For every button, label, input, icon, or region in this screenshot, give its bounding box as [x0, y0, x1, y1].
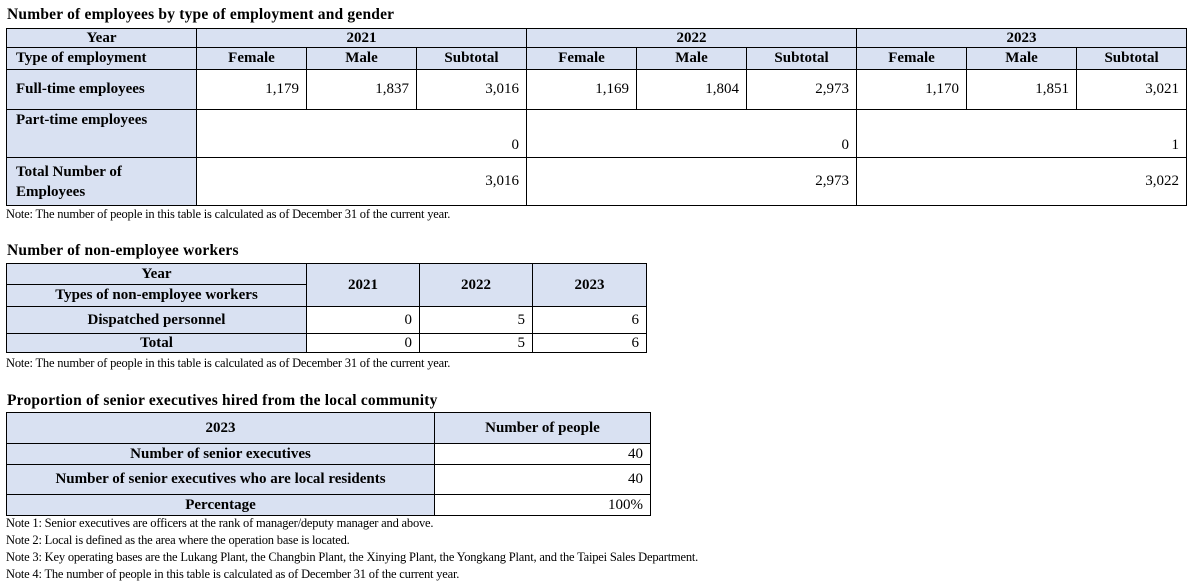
- cell-value: 0: [307, 307, 420, 334]
- year-header: Year: [7, 264, 307, 285]
- type-header: Type of employment: [7, 48, 197, 70]
- col-male: Male: [637, 48, 747, 70]
- cell-value: 1,837: [307, 70, 417, 110]
- year-2023-header: 2023: [533, 264, 647, 307]
- year-2022-header: 2022: [420, 264, 533, 307]
- year-header: Year: [7, 29, 197, 48]
- table-row: [7, 110, 1187, 158]
- cell-value: 3,016: [197, 158, 527, 206]
- cell-value: 3,016: [417, 70, 527, 110]
- cell-value: 2,973: [747, 70, 857, 110]
- table1-title: Number of employees by type of employment and gender: [7, 6, 395, 23]
- cell-value: 5: [420, 334, 533, 353]
- table2-title: Number of non-employee workers: [7, 242, 239, 259]
- table3-note-2: Note 2: Local is defined as the area where the operation base is located.: [6, 533, 350, 547]
- table-row: [7, 334, 647, 353]
- cell-value: 1,170: [857, 70, 967, 110]
- cell-value: 40: [435, 444, 651, 465]
- row-label-percentage: Percentage: [7, 495, 435, 516]
- table-row: [7, 495, 651, 516]
- table-row: [7, 70, 1187, 110]
- cell-value: 0: [307, 334, 420, 353]
- col-subtotal: Subtotal: [1077, 48, 1187, 70]
- row-label-senior-executives: Number of senior executives: [7, 444, 435, 465]
- cell-value: 3,022: [857, 158, 1187, 206]
- year-2022-header: 2022: [527, 29, 857, 48]
- table3-note-1: Note 1: Senior executives are officers at the rank of manager/deputy manager and above.: [6, 516, 434, 530]
- table3-title: Proportion of senior executives hired from the local community: [7, 392, 438, 409]
- table-row: [7, 444, 651, 465]
- row-label-full-time: Full-time employees: [7, 70, 197, 110]
- col-subtotal: Subtotal: [747, 48, 857, 70]
- table3-note-4: Note 4: The number of people in this table is calculated as of December 31 of the current year.: [6, 567, 460, 581]
- row-label-total: Total: [7, 334, 307, 353]
- col-male: Male: [967, 48, 1077, 70]
- employees-table: [6, 28, 1187, 206]
- table3-note-3: Note 3: Key operating bases are the Lukang Plant, the Changbin Plant, the Xinying Plant, the Yongkang Plant, and the Taipei Sales Department.: [6, 550, 699, 564]
- cell-value: 40: [435, 465, 651, 495]
- col-female: Female: [197, 48, 307, 70]
- cell-value: 1,169: [527, 70, 637, 110]
- year-2023-header: 2023: [857, 29, 1187, 48]
- table2-note: Note: The number of people in this table is calculated as of December 31 of the current year.: [6, 356, 451, 370]
- senior-executives-table: [6, 412, 651, 516]
- col-male: Male: [307, 48, 417, 70]
- cell-value: 0: [197, 110, 527, 158]
- row-label-dispatched: Dispatched personnel: [7, 307, 307, 334]
- cell-value: 0: [527, 110, 857, 158]
- cell-value: 6: [533, 307, 647, 334]
- col-number-of-people: Number of people: [435, 413, 651, 444]
- table1-note: Note: The number of people in this table is calculated as of December 31 of the current year.: [6, 207, 451, 221]
- row-label-local-residents: Number of senior executives who are local residents: [7, 465, 435, 495]
- cell-value: 100%: [435, 495, 651, 516]
- table-row: [7, 307, 647, 334]
- year-2021-header: 2021: [307, 264, 420, 307]
- col-female: Female: [857, 48, 967, 70]
- cell-value: 5: [420, 307, 533, 334]
- cell-value: 1,851: [967, 70, 1077, 110]
- col-female: Female: [527, 48, 637, 70]
- year-header: 2023: [7, 413, 435, 444]
- cell-value: 6: [533, 334, 647, 353]
- col-subtotal: Subtotal: [417, 48, 527, 70]
- year-2021-header: 2021: [197, 29, 527, 48]
- table-row: [7, 158, 1187, 206]
- type-header: Types of non-employee workers: [7, 285, 307, 307]
- cell-value: 2,973: [527, 158, 857, 206]
- row-label-part-time: Part-time employees: [7, 110, 197, 158]
- table-row: [7, 465, 651, 495]
- cell-value: 1,179: [197, 70, 307, 110]
- non-employee-table: [6, 263, 647, 353]
- row-label-total: Total Number of Employees: [7, 158, 197, 206]
- cell-value: 1: [857, 110, 1187, 158]
- cell-value: 3,021: [1077, 70, 1187, 110]
- cell-value: 1,804: [637, 70, 747, 110]
